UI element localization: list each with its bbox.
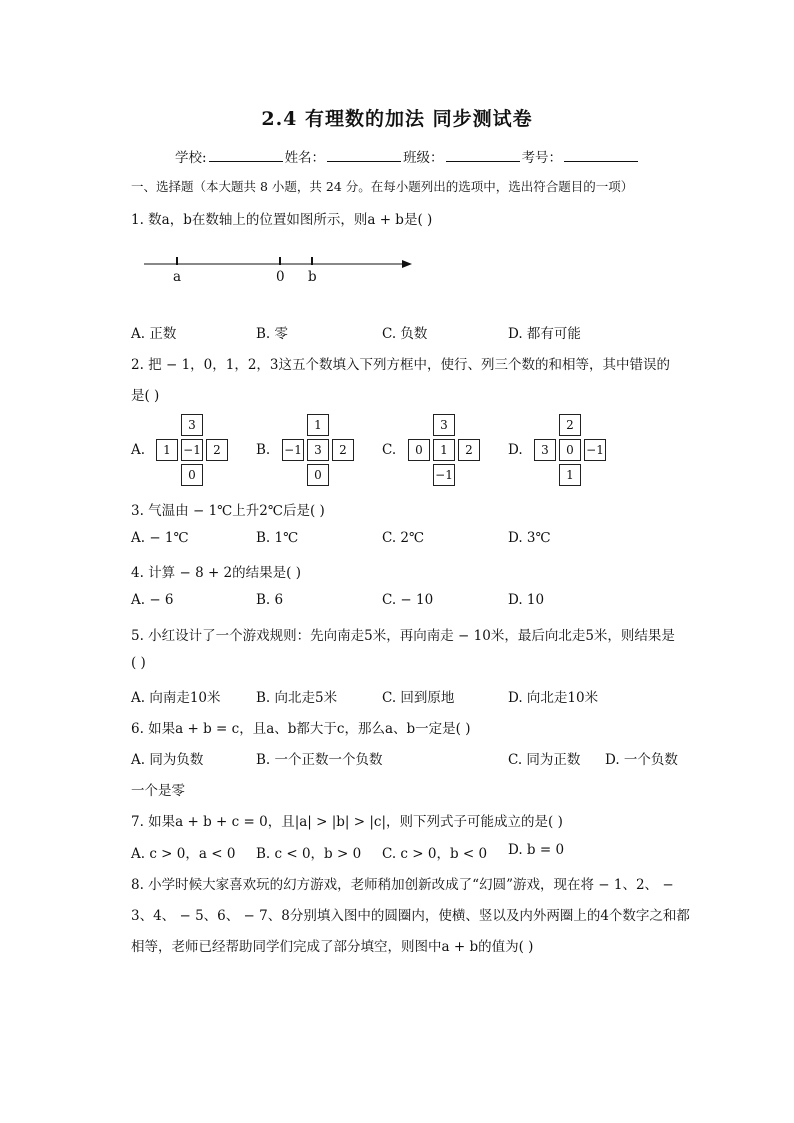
q3-option-a[interactable]: A. − 1℃ (131, 530, 189, 546)
grid-cell-bottom: 0 (181, 464, 203, 486)
axis-label-0: 0 (276, 269, 285, 285)
q3-option-c[interactable]: C. 2℃ (382, 530, 425, 546)
q1-option-d[interactable]: D. 都有可能 (508, 326, 581, 342)
q6-option-d-continued: 一个是零 (131, 783, 185, 799)
q5-stem-line1: 5. 小红设计了一个游戏规则：先向南走5米，再向南走 − 10米，最后向北走5米，则结果是 (131, 628, 675, 644)
page-title: 2.4 有理数的加法 同步测试卷 (261, 108, 533, 130)
exam-no-label: 考号： (521, 150, 563, 166)
q6-option-c[interactable]: C. 同为正数 (508, 752, 581, 768)
school-label: 学校: (175, 150, 207, 166)
q5-option-b[interactable]: B. 向北走5米 (256, 690, 338, 706)
q3-option-d[interactable]: D. 3℃ (508, 530, 551, 546)
school-blank[interactable] (209, 147, 283, 162)
name-blank[interactable] (327, 147, 401, 162)
q2-stem-line1: 2. 把 − 1，0，1，2，3这五个数填入下列方框中，使行、列三个数的和相等，其中错误的 (131, 357, 671, 373)
q6-option-a[interactable]: A. 同为负数 (131, 752, 204, 768)
grid-cell-top: 2 (559, 414, 581, 436)
q4-option-a[interactable]: A. − 6 (131, 592, 174, 608)
grid-cell-left: 1 (156, 439, 178, 461)
grid-cell-bottom: −1 (433, 464, 455, 486)
name-label: 姓名： (284, 150, 326, 166)
q8-stem-line3: 相等，老师已经帮助同学们完成了部分填空，则图中a + b的值为( ) (131, 939, 534, 955)
q8-stem-line1: 8. 小学时候大家喜欢玩的幻方游戏，老师稍加创新改成了“幻圆”游戏，现在将 − 1、2、 − (131, 877, 674, 893)
q3-stem: 3. 气温由 − 1℃上升2℃后是( ) (131, 503, 325, 519)
axis-label-a: a (173, 269, 182, 285)
grid-cell-top: 1 (307, 414, 329, 436)
q2-option-b[interactable]: B. (256, 442, 271, 458)
class-blank[interactable] (446, 147, 520, 162)
section-header: 一、选择题（本大题共 8 小题，共 24 分。在每小题列出的选项中，选出符合题目的一项） (131, 179, 634, 194)
q2-grid-d (534, 414, 606, 486)
q1-option-c[interactable]: C. 负数 (382, 326, 428, 342)
exam-no-blank[interactable] (564, 147, 638, 162)
q4-option-c[interactable]: C. − 10 (382, 592, 434, 608)
q7-option-c[interactable]: C. c > 0，b < 0 (382, 846, 488, 862)
q2-option-c[interactable]: C. (382, 442, 397, 458)
axis-label-b: b (308, 269, 317, 285)
number-line-arrow-icon (402, 260, 412, 268)
q2-option-d[interactable]: D. (508, 442, 523, 458)
grid-cell-left: 0 (408, 439, 430, 461)
q2-grid-b (282, 414, 354, 486)
q4-stem: 4. 计算 − 8 + 2的结果是( ) (131, 565, 301, 581)
grid-cell-right: 2 (458, 439, 480, 461)
grid-cell-right: −1 (584, 439, 606, 461)
q5-stem-line2: ( ) (131, 655, 146, 671)
q7-option-b[interactable]: B. c < 0，b > 0 (256, 846, 362, 862)
q8-stem-line2: 3、4、 − 5、6、 − 7、8分别填入图中的圆圈内，使横、竖以及内外两圈上的4个数字之和都 (131, 908, 690, 924)
q7-option-a[interactable]: A. c > 0，a < 0 (131, 846, 236, 862)
q6-option-d[interactable]: D. 一个负数 (605, 752, 678, 768)
q4-option-d[interactable]: D. 10 (508, 592, 545, 608)
grid-cell-left: −1 (282, 439, 304, 461)
info-line (175, 146, 640, 166)
q5-option-a[interactable]: A. 向南走10米 (131, 690, 221, 706)
q1-option-a[interactable]: A. 正数 (131, 326, 177, 342)
q5-option-c[interactable]: C. 回到原地 (382, 690, 455, 706)
grid-cell-top: 3 (433, 414, 455, 436)
q2-stem-line2: 是( ) (131, 388, 160, 404)
q1-option-b[interactable]: B. 零 (256, 326, 289, 342)
q2-grid-c (408, 414, 480, 486)
q7-option-d[interactable]: D. b = 0 (508, 842, 565, 858)
q6-stem: 6. 如果a + b = c，且a、b都大于c，那么a、b一定是( ) (131, 721, 471, 737)
q5-option-d[interactable]: D. 向北走10米 (508, 690, 599, 706)
class-label: 班级： (403, 150, 444, 166)
q4-option-b[interactable]: B. 6 (256, 592, 284, 608)
q1-stem: 1. 数a，b在数轴上的位置如图所示，则a + b是( ) (131, 212, 433, 228)
q2-option-a[interactable]: A. (131, 442, 146, 458)
q2-grid-a (156, 414, 228, 486)
grid-cell-center: −1 (181, 439, 203, 461)
grid-cell-center: 0 (559, 439, 581, 461)
q7-stem: 7. 如果a + b + c = 0，且|a| > |b| > |c|，则下列式子可能成立的是( ) (131, 814, 563, 830)
grid-cell-bottom: 0 (307, 464, 329, 486)
grid-cell-right: 2 (206, 439, 228, 461)
grid-cell-bottom: 1 (559, 464, 581, 486)
grid-cell-top: 3 (181, 414, 203, 436)
q6-option-b[interactable]: B. 一个正数一个负数 (256, 752, 383, 768)
grid-cell-center: 3 (307, 439, 329, 461)
q3-option-b[interactable]: B. 1℃ (256, 530, 299, 546)
grid-cell-right: 2 (332, 439, 354, 461)
grid-cell-center: 1 (433, 439, 455, 461)
grid-cell-left: 3 (534, 439, 556, 461)
